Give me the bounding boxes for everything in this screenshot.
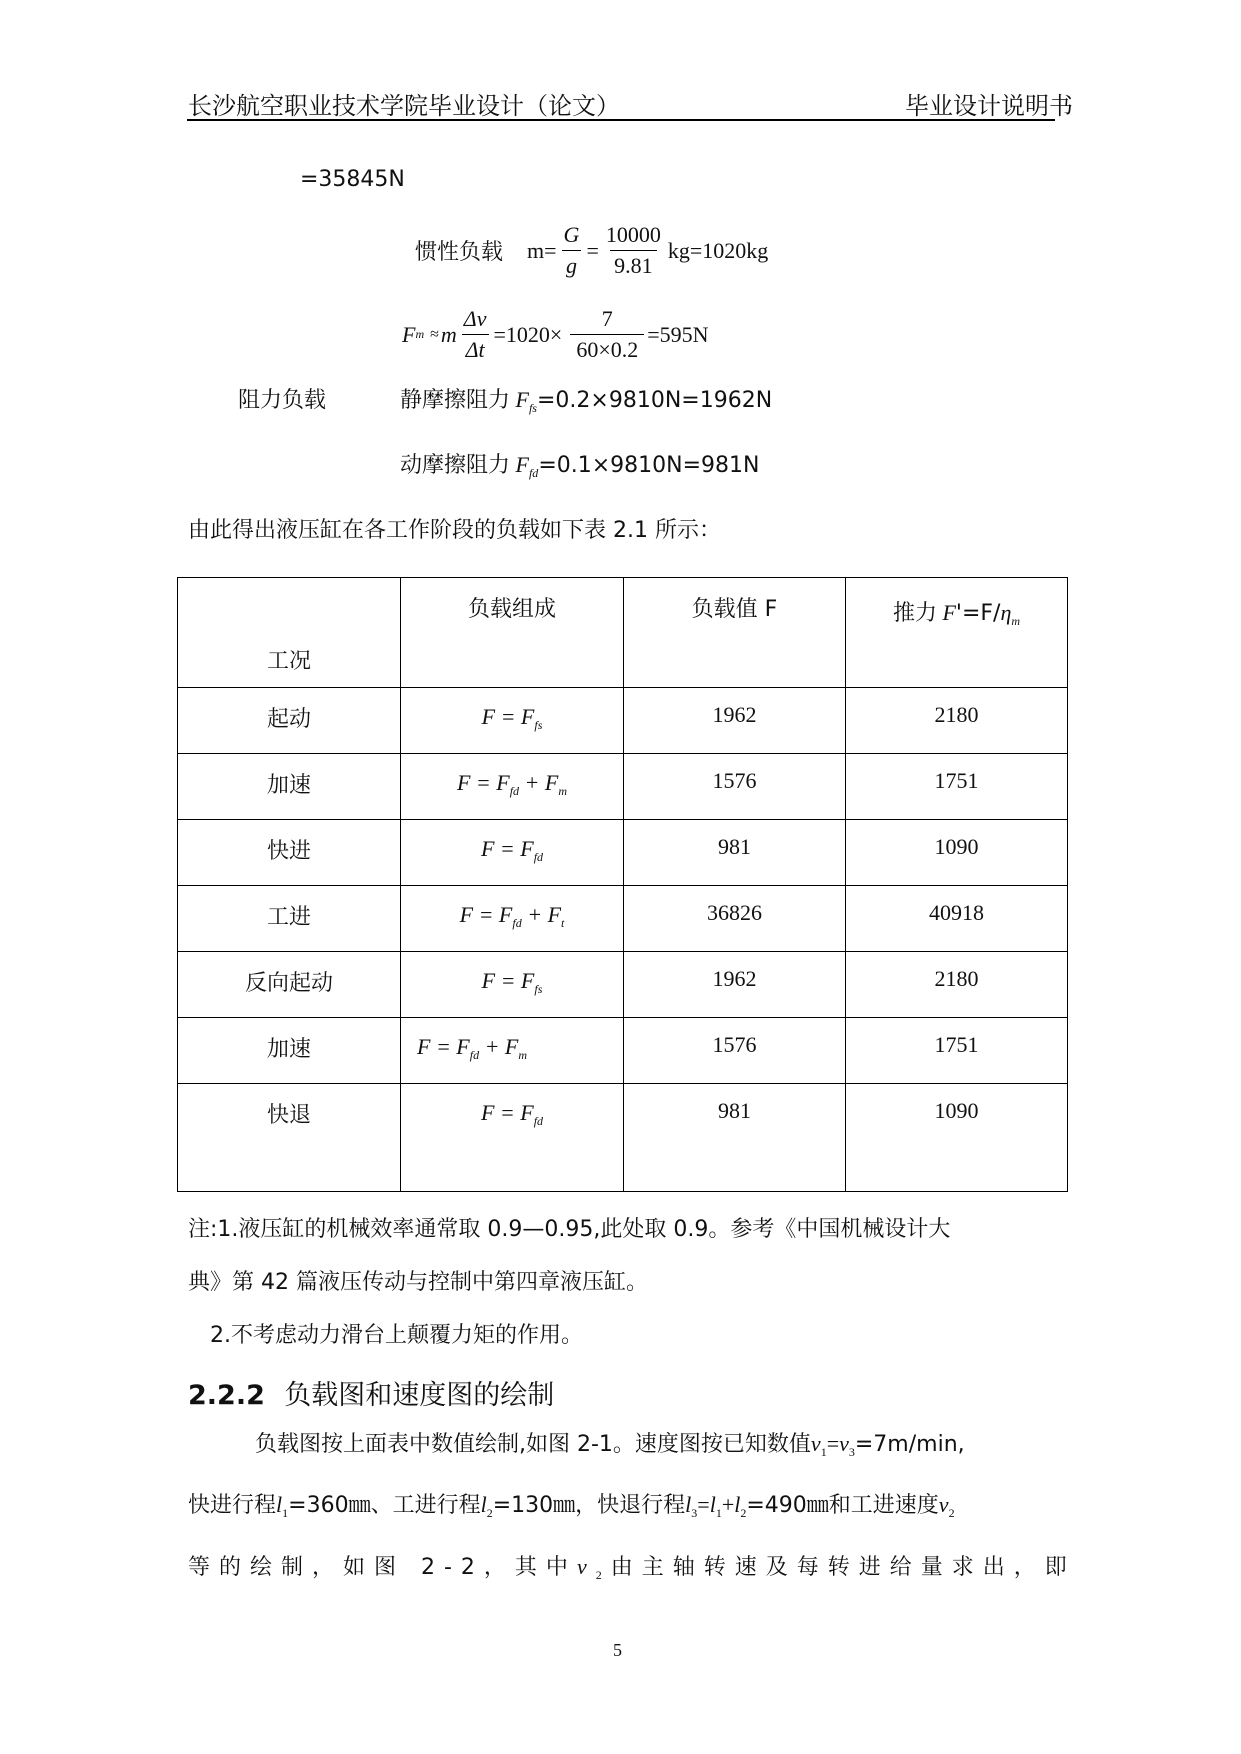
section-title: 负载图和速度图的绘制 — [284, 1380, 555, 1411]
header-composition: 负载组成 — [401, 578, 624, 688]
cell-condition: 反向起动 — [178, 952, 401, 1018]
header-left: 长沙航空职业技术学院毕业设计（论文） — [188, 92, 620, 120]
inertia-m: m= — [527, 237, 557, 263]
load-table — [177, 577, 1068, 1192]
cell-thrust-value: 1751 — [846, 1018, 1068, 1084]
cell-condition: 起动 — [178, 688, 401, 754]
approx-sign: ≈ — [430, 325, 439, 343]
table-body — [178, 688, 1068, 1192]
page-number: 5 — [613, 1640, 622, 1660]
cell-condition: 快进 — [178, 820, 401, 886]
note-line-1: 注:1.液压缸的机械效率通常取 0.9—0.95,此处取 0.9。参考《中国机械设计大 — [188, 1217, 951, 1242]
cell-formula: $F = F_{fd}$ — [401, 1084, 624, 1192]
table-row — [178, 754, 1068, 820]
intro-sentence: 由此得出液压缸在各工作阶段的负载如下表 2.1 所示： — [188, 518, 721, 543]
dynamic-friction-line: 动摩擦阻力 $F_{fd}=0.1\times 9810N=981N$ — [400, 452, 760, 480]
inertia-equation: 惯性负载 m= $\frac{G}{g}$ = $\frac{10000}{9.81}$ kg=1020kg — [415, 222, 769, 278]
cell-thrust-value: 2180 — [846, 688, 1068, 754]
cell-load-value: 1962 — [624, 952, 846, 1018]
cell-thrust-value: 1090 — [846, 820, 1068, 886]
cell-load-value: 36826 — [624, 886, 846, 952]
cell-load-value: 981 — [624, 1084, 846, 1192]
cell-load-value: 1962 — [624, 688, 846, 754]
cell-thrust-value: 1090 — [846, 1084, 1068, 1192]
header-right: 毕业设计说明书 — [905, 92, 1073, 120]
cell-formula: $F = F_{fs}$ — [401, 952, 624, 1018]
fraction-10000-981: $\frac{10000}{9.81}$ — [605, 222, 661, 278]
cell-condition: 快退 — [178, 1084, 401, 1192]
fm-equation: F m ≈ m $\frac{\Delta v}{\Delta t}$ =1020× $\frac{7}{60\times 0.2}$ =595N — [402, 306, 709, 362]
cell-load-value: 1576 — [624, 1018, 846, 1084]
header-thrust: 推力 $F'=F/\eta_m$ — [846, 578, 1068, 688]
note-line-2: 典》第 42 篇液压传动与控制中第四章液压缸。 — [188, 1270, 648, 1295]
header-load: 负载值 F — [624, 578, 846, 688]
header-rule — [187, 119, 1055, 121]
para-line-3: 等的绘制，如图 2-2，其中$v_2$由主轴转速及每转进给量求出，即 — [188, 1554, 1076, 1582]
table-row — [178, 886, 1068, 952]
table-row — [178, 1084, 1068, 1192]
resistance-label: 阻力负载 — [238, 388, 327, 413]
section-number: 2.2.2 — [188, 1380, 265, 1411]
table-header-row — [178, 578, 1068, 688]
cell-formula: $F = F_{fd} + F_m$ — [401, 1018, 624, 1084]
cell-load-value: 981 — [624, 820, 846, 886]
table-row — [178, 688, 1068, 754]
fraction-7: $\frac{7}{60\times 0.2}$ — [570, 306, 644, 363]
inertia-result: kg=1020kg — [667, 237, 769, 263]
table-row — [178, 820, 1068, 886]
cell-formula: $F = F_{fs}$ — [401, 688, 624, 754]
table-row — [178, 952, 1068, 1018]
note-line-3: 2.不考虑动力滑台上颠覆力矩的作用。 — [210, 1323, 583, 1348]
cell-formula: $F = F_{fd}$ — [401, 820, 624, 886]
cell-formula: $F = F_{fd} + F_m$ — [401, 754, 624, 820]
cell-thrust-value: 2180 — [846, 952, 1068, 1018]
inertia-label: 惯性负载 — [415, 240, 504, 265]
cell-thrust-value: 1751 — [846, 754, 1068, 820]
section-heading — [188, 1373, 554, 1412]
static-friction-line: 静摩擦阻力 $F_{fs}=0.2\times 9810N=1962N$ — [400, 387, 773, 415]
para-line-2: 快进行程$l_1=360㎜$、工进行程$l_2=130㎜$，快退行程$l_3=l_1+l_2=490㎜$和工进速度$v_2$ — [188, 1492, 955, 1520]
fraction-dv-dt: $\frac{\Delta v}{\Delta t}$ — [460, 306, 491, 363]
fraction-G-g: $\frac{G}{g}$ — [563, 222, 580, 278]
para-line-1: 负载图按上面表中数值绘制,如图 2-1。速度图按已知数值$v_1=v_3=7m/\min$, — [255, 1431, 965, 1459]
cell-thrust-value: 40918 — [846, 886, 1068, 952]
fm-result: =595N — [647, 321, 709, 347]
cell-formula: $F = F_{fd} + F_t$ — [401, 886, 624, 952]
cell-condition: 加速 — [178, 1018, 401, 1084]
header-condition: 工况 — [178, 578, 401, 688]
table-row — [178, 1018, 1068, 1084]
cell-condition: 加速 — [178, 754, 401, 820]
cell-condition: 工进 — [178, 886, 401, 952]
equation-result: =35845N — [300, 167, 405, 192]
cell-load-value: 1576 — [624, 754, 846, 820]
